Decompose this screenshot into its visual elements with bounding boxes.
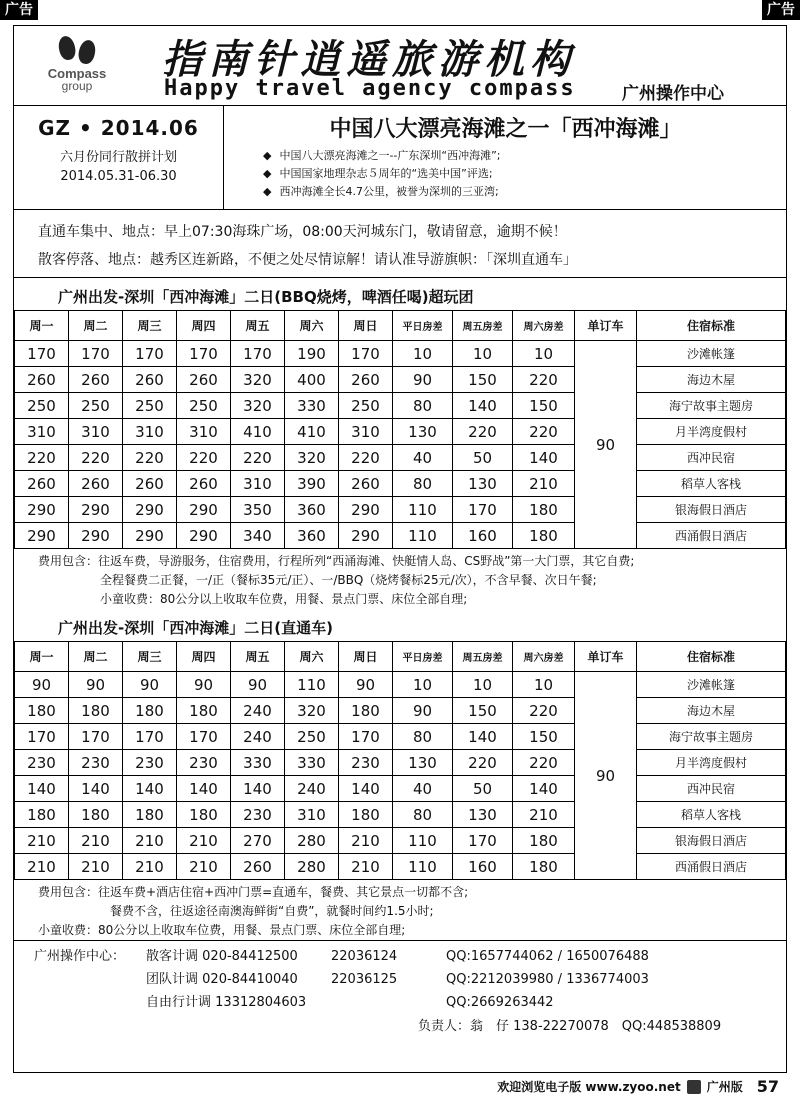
price-cell: 130: [393, 750, 453, 776]
price-cell: 210: [69, 828, 123, 854]
price-cell: 290: [15, 523, 69, 549]
price-cell: 150: [453, 367, 513, 393]
table-row: [15, 698, 786, 724]
price-cell: 290: [177, 523, 231, 549]
price-cell: 180: [123, 698, 177, 724]
price-cell: 310: [15, 419, 69, 445]
price-cell: 130: [453, 802, 513, 828]
contact-name-tel: [146, 968, 331, 991]
table-row: [15, 828, 786, 854]
column-header: 周四: [177, 642, 231, 672]
price-cell: 210: [15, 828, 69, 854]
ad-label-left: 广告: [0, 0, 38, 20]
price-cell: 90: [393, 367, 453, 393]
price-cell: 110: [393, 828, 453, 854]
price-cell: 170: [15, 341, 69, 367]
column-header: 平日房差: [393, 642, 453, 672]
price-cell: 190: [285, 341, 339, 367]
price-cell: 90: [393, 698, 453, 724]
price-cell: 110: [393, 497, 453, 523]
price-cell: 140: [453, 393, 513, 419]
column-header: 平日房差: [393, 311, 453, 341]
price-cell: 210: [15, 854, 69, 880]
column-header: 周五: [231, 642, 285, 672]
price-cell: 180: [15, 802, 69, 828]
price-cell: 260: [339, 471, 393, 497]
price-cell: 10: [453, 341, 513, 367]
price-cell: 360: [285, 497, 339, 523]
operations-center: 广州操作中心: [622, 84, 724, 104]
room-type: 银海假日酒店: [637, 497, 786, 523]
price-cell: 140: [513, 776, 575, 802]
column-header: 周五房差: [453, 311, 513, 341]
single-car-price: 90: [575, 672, 637, 880]
price-cell: 170: [231, 341, 285, 367]
price-cell: 80: [393, 802, 453, 828]
price-cell: 220: [15, 445, 69, 471]
price-cell: 320: [285, 445, 339, 471]
price-cell: 320: [231, 393, 285, 419]
room-type: 海宁故事主题房: [637, 393, 786, 419]
price-cell: 320: [285, 698, 339, 724]
column-header: 住宿标准: [637, 311, 786, 341]
price-cell: 220: [231, 445, 285, 471]
contact-role: 自由行计调: [146, 995, 212, 1010]
contact-row: [34, 991, 786, 1014]
section1-fees: [14, 549, 786, 609]
price-cell: 260: [339, 367, 393, 393]
column-header: 周三: [123, 642, 177, 672]
price-cell: 170: [15, 724, 69, 750]
price-cell: 180: [513, 497, 575, 523]
price-cell: 90: [15, 672, 69, 698]
price-cell: 110: [393, 854, 453, 880]
table-row: [15, 445, 786, 471]
price-cell: 170: [453, 497, 513, 523]
price-cell: 240: [231, 698, 285, 724]
magazine-logo-icon: [687, 1080, 701, 1094]
manager-contact: 负责人：翁 仔 138-22270078 QQ:448538809: [418, 1019, 722, 1034]
plan-dates: 2014.05.31-06.30: [60, 169, 177, 184]
price-cell: 90: [339, 672, 393, 698]
price-cell: 170: [339, 724, 393, 750]
ad-label-right: 广告: [762, 0, 800, 20]
price-cell: 170: [69, 341, 123, 367]
price-cell: 150: [513, 724, 575, 750]
price-cell: 180: [339, 698, 393, 724]
price-cell: 140: [339, 776, 393, 802]
table-row: [15, 419, 786, 445]
room-type: 沙滩帐篷: [637, 672, 786, 698]
room-type: 西冲民宿: [637, 445, 786, 471]
price-cell: 390: [285, 471, 339, 497]
price-cell: 270: [231, 828, 285, 854]
price-cell: 260: [69, 367, 123, 393]
price-cell: 230: [231, 802, 285, 828]
price-cell: 170: [177, 341, 231, 367]
price-cell: 210: [513, 802, 575, 828]
room-type: 稻草人客栈: [637, 802, 786, 828]
notice-line: 散客停落、地点：越秀区连新路，不便之处尽情谅解！请认准导游旗帜：「深圳直通车」: [38, 252, 577, 268]
price-cell: 10: [393, 341, 453, 367]
brand-name-cn: 指南针逍遥旅游机构: [162, 36, 576, 83]
price-cell: 260: [123, 367, 177, 393]
price-cell: 180: [177, 698, 231, 724]
price-cell: 170: [177, 724, 231, 750]
table-row: [15, 367, 786, 393]
price-cell: 250: [339, 393, 393, 419]
price-cell: 220: [453, 419, 513, 445]
price-cell: 170: [339, 341, 393, 367]
price-cell: 320: [231, 367, 285, 393]
price-cell: 220: [453, 750, 513, 776]
section1-title: 广州出发-深圳「西冲海滩」二日(BBQ烧烤，啤酒任喝)超玩团: [58, 288, 474, 306]
column-header: 周日: [339, 642, 393, 672]
column-header: 住宿标准: [637, 642, 786, 672]
fee-line: 餐费不含，往返途径南澳海鲜街“自费”，就餐时间约1.5小时;: [110, 904, 434, 918]
room-type: 西涌假日酒店: [637, 523, 786, 549]
price-cell: 160: [453, 523, 513, 549]
table-row: [15, 523, 786, 549]
table-row: [15, 672, 786, 698]
price-cell: 110: [285, 672, 339, 698]
price-cell: 210: [69, 854, 123, 880]
price-cell: 400: [285, 367, 339, 393]
column-header: 周二: [69, 642, 123, 672]
price-cell: 290: [15, 497, 69, 523]
price-cell: 230: [123, 750, 177, 776]
price-cell: 250: [69, 393, 123, 419]
price-cell: 290: [339, 523, 393, 549]
contact-tel: 020-84412500: [202, 949, 298, 964]
price-cell: 250: [15, 393, 69, 419]
table-row: [15, 341, 786, 367]
price-cell: 90: [69, 672, 123, 698]
price-cell: 210: [123, 828, 177, 854]
section1-price-table: [14, 310, 786, 549]
contact-tel2: 22036124: [331, 949, 398, 964]
plan-name: 六月份同行散拼计划: [59, 150, 177, 165]
contact-name-tel: [146, 945, 331, 968]
contacts-label: 广州操作中心：: [34, 949, 126, 964]
brand-name-en: Happy travel agency compass: [164, 76, 576, 101]
room-type: 月半湾度假村: [637, 750, 786, 776]
price-cell: 180: [339, 802, 393, 828]
table-row: [15, 802, 786, 828]
price-cell: 230: [69, 750, 123, 776]
logo-subtext: group: [61, 79, 93, 93]
price-cell: 220: [513, 419, 575, 445]
price-cell: 50: [453, 445, 513, 471]
plan-info: [14, 106, 224, 210]
table-header-row: [15, 642, 786, 672]
price-cell: 180: [15, 698, 69, 724]
price-cell: 180: [69, 698, 123, 724]
column-header: 周六房差: [513, 642, 575, 672]
price-cell: 170: [453, 828, 513, 854]
price-cell: 220: [69, 445, 123, 471]
contact-qq: QQ:1657744062 / 1650076488: [446, 949, 649, 964]
footprints-icon: [32, 36, 122, 64]
section2-fees: [14, 880, 786, 940]
table-row: [15, 750, 786, 776]
contacts-block: [14, 940, 786, 1040]
price-cell: 210: [513, 471, 575, 497]
price-cell: 220: [339, 445, 393, 471]
price-cell: 90: [177, 672, 231, 698]
price-cell: 40: [393, 776, 453, 802]
price-cell: 10: [393, 672, 453, 698]
price-cell: 180: [69, 802, 123, 828]
price-cell: 140: [513, 445, 575, 471]
room-type: 月半湾度假村: [637, 419, 786, 445]
contact-row: [34, 945, 786, 968]
table-row: [15, 393, 786, 419]
price-cell: 260: [69, 471, 123, 497]
table-row: [15, 724, 786, 750]
price-cell: 140: [123, 776, 177, 802]
price-cell: 160: [453, 854, 513, 880]
price-cell: 210: [339, 828, 393, 854]
price-cell: 130: [453, 471, 513, 497]
price-cell: 290: [123, 523, 177, 549]
price-cell: 80: [393, 393, 453, 419]
column-header: 周二: [69, 311, 123, 341]
price-cell: 10: [513, 672, 575, 698]
price-cell: 80: [393, 471, 453, 497]
room-type: 海宁故事主题房: [637, 724, 786, 750]
bullet-item: ◆ 中国国家地理杂志５周年的“选美中国”评选;: [263, 165, 786, 183]
price-cell: 290: [123, 497, 177, 523]
price-cell: 140: [15, 776, 69, 802]
room-type: 海边木屋: [637, 698, 786, 724]
contact-row: [34, 968, 786, 991]
price-cell: 230: [177, 750, 231, 776]
room-type: 沙滩帐篷: [637, 341, 786, 367]
compass-logo: [32, 34, 122, 100]
table-row: [15, 776, 786, 802]
price-cell: 170: [123, 341, 177, 367]
price-cell: 210: [123, 854, 177, 880]
room-type: 海边木屋: [637, 367, 786, 393]
price-cell: 360: [285, 523, 339, 549]
price-cell: 310: [69, 419, 123, 445]
contact-role: 团队计调: [146, 972, 199, 987]
price-cell: 260: [15, 367, 69, 393]
price-cell: 260: [15, 471, 69, 497]
column-header: 周三: [123, 311, 177, 341]
column-header: 周一: [15, 311, 69, 341]
price-cell: 90: [123, 672, 177, 698]
price-cell: 230: [339, 750, 393, 776]
price-cell: 290: [69, 523, 123, 549]
price-cell: 50: [453, 776, 513, 802]
price-cell: 220: [513, 750, 575, 776]
price-cell: 330: [231, 750, 285, 776]
price-cell: 140: [177, 776, 231, 802]
price-cell: 220: [123, 445, 177, 471]
column-header: 周五房差: [453, 642, 513, 672]
column-header: 周四: [177, 311, 231, 341]
price-cell: 310: [285, 802, 339, 828]
price-cell: 250: [285, 724, 339, 750]
room-type: 稻草人客栈: [637, 471, 786, 497]
assembly-notice: [14, 210, 786, 278]
fee-line: 全程餐费二正餐，一/正（餐标35元/正）、一/BBQ（烧烤餐标25元/次），不含早餐、次日午餐;: [100, 573, 597, 587]
footer-site: 欢迎浏览电子版 www.zyoo.net: [497, 1080, 681, 1094]
price-cell: 110: [393, 523, 453, 549]
price-cell: 150: [513, 393, 575, 419]
table-row: [15, 497, 786, 523]
contact-tel: 13312804603: [215, 995, 307, 1010]
price-cell: 290: [339, 497, 393, 523]
page-number: 57: [756, 1077, 779, 1096]
price-cell: 170: [69, 724, 123, 750]
highlight-block: [225, 106, 786, 210]
highlight-title: 中国八大漂亮海滩之一「西冲海滩」: [329, 116, 682, 142]
price-cell: 10: [453, 672, 513, 698]
column-header: 周一: [15, 642, 69, 672]
table-header-row: [15, 311, 786, 341]
page-footer: [13, 1073, 787, 1100]
contact-qq: QQ:2669263442: [446, 995, 554, 1010]
price-cell: 230: [15, 750, 69, 776]
price-cell: 130: [393, 419, 453, 445]
price-cell: 90: [231, 672, 285, 698]
price-cell: 260: [177, 367, 231, 393]
price-cell: 80: [393, 724, 453, 750]
price-cell: 180: [513, 523, 575, 549]
price-cell: 340: [231, 523, 285, 549]
price-cell: 280: [285, 854, 339, 880]
contact-name-tel: [146, 991, 331, 1014]
contact-tel2: 22036125: [331, 972, 398, 987]
intro-block: [14, 106, 786, 210]
price-cell: 220: [513, 367, 575, 393]
section2-price-table: [14, 641, 786, 880]
price-cell: 220: [513, 698, 575, 724]
contact-tel: 020-84410040: [202, 972, 298, 987]
notice-line: 直通车集中、地点：早上07:30海珠广场，08:00天河城东门，敬请留意，逾期不候！: [38, 224, 567, 240]
advert-page: [13, 25, 787, 1073]
price-cell: 280: [285, 828, 339, 854]
column-header: 周六: [285, 311, 339, 341]
column-header: 单订车: [575, 311, 637, 341]
column-header: 周五: [231, 311, 285, 341]
price-cell: 290: [69, 497, 123, 523]
price-cell: 310: [177, 419, 231, 445]
price-cell: 250: [177, 393, 231, 419]
price-cell: 260: [231, 854, 285, 880]
price-cell: 220: [177, 445, 231, 471]
contact-role: 散客计调: [146, 949, 199, 964]
table-row: [15, 471, 786, 497]
price-cell: 310: [123, 419, 177, 445]
single-car-price: 90: [575, 341, 637, 549]
header: [14, 26, 786, 106]
price-cell: 290: [177, 497, 231, 523]
price-cell: 240: [285, 776, 339, 802]
room-type: 西涌假日酒店: [637, 854, 786, 880]
price-cell: 350: [231, 497, 285, 523]
table-row: [15, 854, 786, 880]
price-cell: 210: [177, 854, 231, 880]
price-cell: 330: [285, 750, 339, 776]
price-cell: 260: [123, 471, 177, 497]
fee-line: 费用包含：往返车费+酒店住宿+西冲门票=直通车，餐费、其它景点一切都不含;: [38, 885, 469, 899]
fee-line: 费用包含：往返车费，导游服务，住宿费用，行程所列“西涌海滩、快艇情人岛、CS野战”第一大门票，其它自费;: [38, 554, 635, 568]
column-header: 周六房差: [513, 311, 575, 341]
price-cell: 260: [177, 471, 231, 497]
column-header: 周日: [339, 311, 393, 341]
price-cell: 140: [453, 724, 513, 750]
footer-edition: 广州版: [706, 1080, 743, 1094]
price-cell: 180: [123, 802, 177, 828]
plan-code: GZ • 2014.06: [38, 116, 199, 140]
highlight-bullets: [263, 147, 786, 201]
price-cell: 210: [177, 828, 231, 854]
price-cell: 10: [513, 341, 575, 367]
price-cell: 40: [393, 445, 453, 471]
price-cell: 330: [285, 393, 339, 419]
bullet-item: ◆ 中国八大漂亮海滩之一--广东深圳“西冲海滩”;: [263, 147, 786, 165]
price-cell: 180: [513, 854, 575, 880]
room-type: 西冲民宿: [637, 776, 786, 802]
price-cell: 180: [513, 828, 575, 854]
section2-title: 广州出发-深圳「西冲海滩」二日(直通车): [58, 619, 333, 637]
price-cell: 140: [231, 776, 285, 802]
contact-qq: QQ:2212039980 / 1336774003: [446, 972, 649, 987]
fee-line: 小童收费：80公分以上收取车位费，用餐、景点门票、床位全部自理;: [100, 592, 468, 606]
price-cell: 310: [231, 471, 285, 497]
price-cell: 410: [231, 419, 285, 445]
bullet-item: ◆ 西冲海滩全长4.7公里，被誉为深圳的三亚湾;: [263, 183, 786, 201]
price-cell: 240: [231, 724, 285, 750]
room-type: 银海假日酒店: [637, 828, 786, 854]
fee-line: 小童收费：80公分以上收取车位费，用餐、景点门票、床位全部自理;: [38, 923, 406, 937]
price-cell: 180: [177, 802, 231, 828]
price-cell: 140: [69, 776, 123, 802]
price-cell: 210: [339, 854, 393, 880]
column-header: 单订车: [575, 642, 637, 672]
price-cell: 410: [285, 419, 339, 445]
price-cell: 170: [123, 724, 177, 750]
price-cell: 310: [339, 419, 393, 445]
contact-tel2: [331, 991, 446, 1014]
price-cell: 150: [453, 698, 513, 724]
price-cell: 250: [123, 393, 177, 419]
logo-text: Compass: [47, 66, 107, 81]
column-header: 周六: [285, 642, 339, 672]
